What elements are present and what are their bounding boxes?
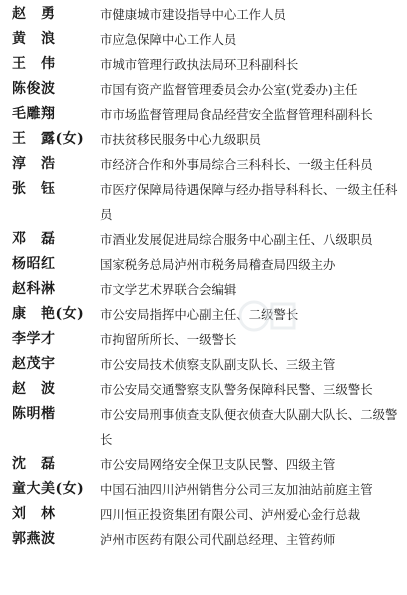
person-name: 淳 浩 xyxy=(12,156,56,172)
list-item xyxy=(0,277,407,302)
person-name: 王 露(女) xyxy=(12,131,85,147)
person-name: 邓 磊 xyxy=(12,231,56,247)
person-title: 泸州市医药有限公司代副总经理、主管药师 xyxy=(100,532,336,547)
list-item xyxy=(0,102,407,127)
list-item xyxy=(0,377,407,402)
person-name: 陈明楷 xyxy=(12,406,56,422)
person-name: 康 艳(女) xyxy=(12,306,85,322)
person-title: 市国有资产监督管理委员会办公室(党委办)主任 xyxy=(100,82,358,97)
list-item xyxy=(0,2,407,27)
person-name: 黄 浪 xyxy=(12,31,56,47)
person-title: 中国石油四川泸州销售分公司三友加油站前庭主管 xyxy=(100,482,373,497)
list-item xyxy=(0,302,407,327)
person-title: 市文学艺术界联合会编辑 xyxy=(100,282,237,297)
person-title: 市城市管理行政执法局环卫科副科长 xyxy=(100,57,299,72)
list-item xyxy=(0,52,407,77)
person-title: 市公安局技术侦察支队副支队长、三级主管 xyxy=(100,357,336,372)
personnel-list xyxy=(0,2,407,552)
list-item xyxy=(0,77,407,102)
person-title: 市公安局网络安全保卫支队民警、四级主管 xyxy=(100,457,336,472)
person-title: 市经济合作和外事局综合三科科长、一级主任科员 xyxy=(100,157,373,172)
list-item xyxy=(0,477,407,502)
list-item xyxy=(0,502,407,527)
person-title: 四川恒正投资集团有限公司、泸州爱心金行总裁 xyxy=(100,507,361,522)
person-title: 市扶贫移民服务中心九级职员 xyxy=(100,132,262,147)
person-title: 市酒业发展促进局综合服务中心副主任、八级职员 xyxy=(100,232,373,247)
person-title: 市市场监督管理局食品经营安全监督管理科副科长 xyxy=(100,107,373,122)
person-name: 郭燕波 xyxy=(12,531,56,547)
person-name: 李学才 xyxy=(12,331,56,347)
person-title: 市应急保障中心工作人员 xyxy=(100,32,237,47)
person-name: 沈 磊 xyxy=(12,456,56,472)
person-name: 赵 勇 xyxy=(12,6,56,22)
person-name: 陈俊波 xyxy=(12,81,56,97)
list-item xyxy=(0,127,407,152)
person-title: 国家税务总局泸州市税务局稽查局四级主办 xyxy=(100,257,336,272)
list-item xyxy=(0,177,407,227)
person-name: 刘 林 xyxy=(12,506,56,522)
person-title: 市公安局刑事侦查支队便衣侦查大队副大队长、二级警长 xyxy=(100,407,398,447)
list-item xyxy=(0,452,407,477)
person-title: 市拘留所所长、一级警长 xyxy=(100,332,237,347)
list-item xyxy=(0,327,407,352)
list-item xyxy=(0,252,407,277)
person-name: 赵 波 xyxy=(12,381,56,397)
person-name: 张 钰 xyxy=(12,181,56,197)
person-name: 赵茂宇 xyxy=(12,356,56,372)
person-name: 杨昭红 xyxy=(12,256,56,272)
list-item xyxy=(0,152,407,177)
person-title: 市医疗保障局待遇保障与经办指导科科长、一级主任科员 xyxy=(100,182,398,222)
person-title: 市公安局指挥中心副主任、二级警长 xyxy=(100,307,299,322)
person-name: 毛雕翔 xyxy=(12,106,56,122)
person-name: 王 伟 xyxy=(12,56,56,72)
list-item xyxy=(0,27,407,52)
person-title: 市健康城市建设指导中心工作人员 xyxy=(100,7,286,22)
list-item xyxy=(0,527,407,552)
person-name: 童大美(女) xyxy=(12,481,85,497)
person-name: 赵科淋 xyxy=(12,281,56,297)
list-item xyxy=(0,352,407,377)
list-item xyxy=(0,402,407,452)
person-title: 市公安局交通警察支队警务保障科民警、三级警长 xyxy=(100,382,373,397)
list-item xyxy=(0,227,407,252)
